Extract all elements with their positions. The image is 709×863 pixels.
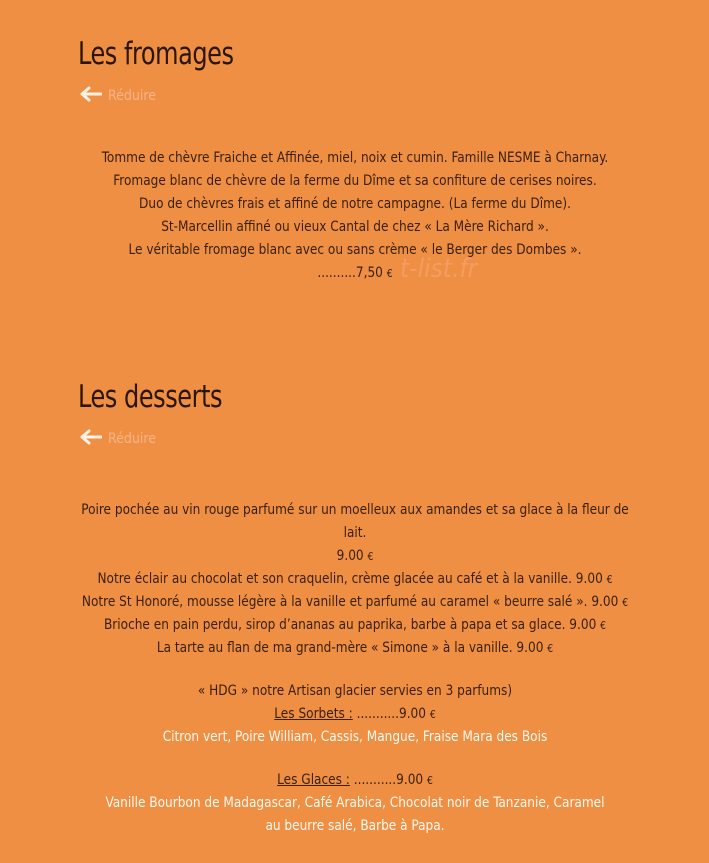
sorbets-heading: Les Sorbets : ...........9.00 € — [274, 706, 436, 722]
list-item: Notre St Honoré, mousse légère à la vanille et parfumé au caramel « beurre salé ». 9.00 € — [81, 594, 629, 610]
back-arrow-icon — [80, 429, 102, 449]
desserts-title: Les desserts — [78, 379, 223, 415]
list-item-price: 9.00 € — [336, 548, 374, 564]
list-item: St-Marcellin affiné ou vieux Cantal de chez « La Mère Richard ». — [161, 219, 549, 235]
fromages-title: Les fromages — [78, 36, 234, 72]
glaces-heading: Les Glaces : ...........9.00 € — [277, 772, 433, 788]
list-item: Brioche en pain perdu, sirop d’ananas au paprika, barbe à papa et sa glace. 9.00 € — [103, 617, 607, 633]
back-arrow-icon — [80, 86, 102, 106]
list-item: Le véritable fromage blanc avec ou sans crème « le Berger des Dombes ». — [128, 242, 582, 258]
desserts-list — [71, 499, 638, 838]
desserts-collapse-link[interactable] — [80, 429, 156, 449]
list-item: Duo de chèvres frais et affiné de notre campagne. (La ferme du Dîme). — [139, 196, 571, 212]
list-item: Notre éclair au chocolat et son craquelin, crème glacée au café et à la vanille. 9.00 € — [97, 571, 613, 587]
collapse-label: Réduire — [108, 88, 156, 104]
list-item: La tarte au flan de ma grand-mère « Simone » à la vanille. 9.00 € — [156, 640, 554, 656]
fromages-collapse-link[interactable] — [80, 86, 156, 106]
collapse-label: Réduire — [108, 431, 156, 447]
list-item: Tomme de chèvre Fraiche et Affinée, miel, noix et cumin. Famille NESME à Charnay. — [101, 150, 609, 166]
hdg-intro: « HDG » notre Artisan glacier servies en 3 parfums) — [197, 683, 513, 699]
fromages-list — [81, 147, 630, 285]
fromages-price: ..........7,50 € — [317, 265, 393, 281]
watermark: t-list.fr — [400, 254, 478, 284]
glaces-flavors: Vanille Bourbon de Madagascar, Café Arabica, Chocolat noir de Tanzanie, Caramel au beurre salé, Barbe à Papa. — [105, 795, 605, 834]
sorbets-flavors: Citron vert, Poire William, Cassis, Mangue, Fraise Mara des Bois — [162, 729, 548, 745]
list-item: Poire pochée au vin rouge parfumé sur un moelleux aux amandes et sa glace à la fleur de lait. — [81, 502, 629, 541]
list-item: Fromage blanc de chèvre de la ferme du Dîme et sa confiture de cerises noires. — [113, 173, 597, 189]
